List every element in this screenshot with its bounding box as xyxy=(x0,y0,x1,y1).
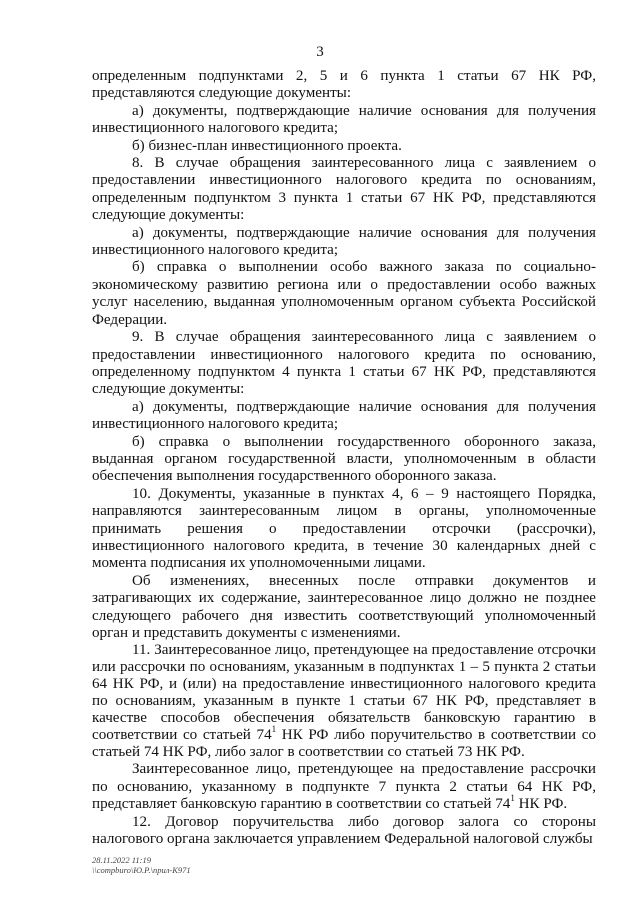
print-footer xyxy=(92,855,191,875)
page-number: 3 xyxy=(316,44,324,60)
print-date: 28.11.2022 11:19 xyxy=(92,855,151,865)
document-body xyxy=(92,68,596,848)
paragraph: Заинтересованное лицо, претендующее на предоставление рассрочки по основанию, указанному в подпункте 7 пункта 2 статьи 64 НК РФ, представляет банковскую гарантию в соответствии со статьей $74^1$ НК РФ. xyxy=(92,761,596,813)
paragraph: б) справка о выполнении особо важного заказа по социально-экономическому развитию региона или о предоставлении особо важных услуг населению, выданная уполномоченным органом субъекта Российской Федерации. xyxy=(92,259,596,328)
paragraph-item-9: 9. В случае обращения заинтересованного лица с заявлением о предоставлении инвестиционного налогового кредита по основанию, определенному подпунктом 4 пункта 1 статьи 67 НК РФ, представляются следующие документы: xyxy=(92,329,596,398)
paragraph: б) бизнес-план инвестиционного проекта. xyxy=(132,137,402,154)
paragraph-item-11: 11. Заинтересованное лицо, претендующее на предоставление отсрочки или рассрочки по основаниям, указанным в подпунктах 1 – 5 пункта 2 статьи 64 НК РФ, и (или) на предоставление инвестиционного налогового кредита по основаниям, указанным в пункте 1 статьи 67 НК РФ, представляет в качестве способов обеспечения обязательств банковскую гарантию в соответствии со статьей $74^1$ НК РФ либо поручительство в соответствии со статьей 74 НК РФ, либо залог в соответствии со статьей 73 НК РФ. xyxy=(92,642,597,761)
paragraph: Об изменениях, внесенных после отправки документов и затрагивающих их содержание, заинтересованное лицо должно не позднее следующего рабочего дня известить соответствующий уполномоченный орган и представить документы с изменениями. xyxy=(92,572,596,641)
file-path: \\compburo\Ю.Р.\прил-К971 xyxy=(92,865,191,875)
paragraph: б) справка о выполнении государственного оборонного заказа, выданная органом государственной власти, уполномоченным в области обеспечения выполнения государственного оборонного заказа. xyxy=(92,433,596,485)
paragraph: а) документы, подтверждающие наличие основания для получения инвестиционного налогового кредита; xyxy=(92,224,596,259)
paragraph-item-10: 10. Документы, указанные в пунктах 4, 6 – 9 настоящего Порядка, направляются заинтересованным лицом в органы, уполномоченные принимать решения о предоставлении отсрочки (рассрочки), инвестиционного налогового кредита, в течение 30 календарных дней с момента подписания их уполномоченными лицами. xyxy=(92,485,596,572)
superscript-one: 1 xyxy=(510,793,515,804)
paragraph: а) документы, подтверждающие наличие основания для получения инвестиционного налогового кредита; xyxy=(92,398,596,433)
superscript-one: 1 xyxy=(271,724,277,735)
paragraph: а) документы, подтверждающие наличие основания для получения инвестиционного налогового кредита; xyxy=(92,102,596,137)
paragraph-item-8: 8. В случае обращения заинтересованного лица с заявлением о предоставлении инвестиционного налогового кредита по основаниям, определенным подпунктом 3 пункта 1 статьи 67 НК РФ, представляются следующие документы: xyxy=(92,155,596,224)
paragraph: определенным подпунктами 2, 5 и 6 пункта 1 статьи 67 НК РФ, представляются следующие документы: xyxy=(92,68,596,102)
paragraph-item-12: 12. Договор поручительства либо договор залога со стороны налогового органа заключается управлением Федеральной налоговой службы xyxy=(92,813,596,848)
